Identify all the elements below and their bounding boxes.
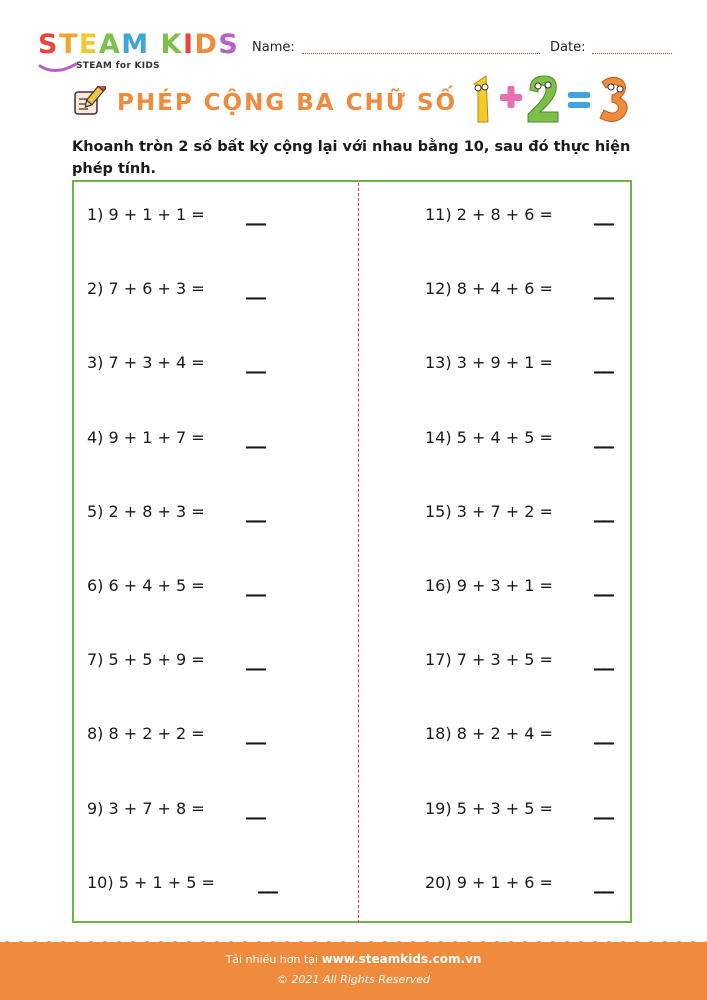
footer-download-line <box>0 952 707 966</box>
answer-blank[interactable]: __ <box>594 794 612 820</box>
problem-text: 19) 5 + 3 + 5 = <box>425 798 553 818</box>
problem-text: 3) 7 + 3 + 4 = <box>87 353 205 373</box>
problem-text: 12) 8 + 4 + 6 = <box>425 279 553 299</box>
steam-kids-logo <box>38 30 238 75</box>
logo-tagline: STEAM for KIDS <box>76 61 160 71</box>
logo-letter: S <box>38 29 58 60</box>
answer-blank[interactable]: __ <box>246 794 264 820</box>
answer-blank[interactable]: __ <box>594 423 612 449</box>
answer-blank[interactable]: __ <box>594 868 612 894</box>
logo-wordmark <box>38 30 238 60</box>
answer-blank[interactable]: __ <box>246 275 264 301</box>
logo-letter: T <box>58 29 78 60</box>
answer-blank[interactable]: __ <box>594 497 612 523</box>
problem-text: 10) 5 + 1 + 5 = <box>87 872 215 892</box>
problem-text: 14) 5 + 4 + 5 = <box>425 427 553 447</box>
problem-text: 9) 3 + 7 + 8 = <box>87 798 205 818</box>
logo-letter: A <box>98 29 121 60</box>
numbers-123-characters-icon <box>466 70 641 125</box>
problem-text: 4) 9 + 1 + 7 = <box>87 427 205 447</box>
problem-text: 17) 7 + 3 + 5 = <box>425 650 553 670</box>
problem-text: 8) 8 + 2 + 2 = <box>87 724 205 744</box>
footer-bar <box>0 942 707 1000</box>
problem-text: 5) 2 + 8 + 3 = <box>87 501 205 521</box>
answer-blank[interactable]: __ <box>246 572 264 597</box>
footer-copyright: © 2021 All Rights Reserved <box>276 973 430 986</box>
answer-blank[interactable]: __ <box>594 275 612 301</box>
answer-blank[interactable]: __ <box>246 349 264 375</box>
problem-text: 11) 2 + 8 + 6 = <box>425 205 553 224</box>
answer-blank[interactable]: __ <box>594 720 612 746</box>
date-label: Date: <box>550 40 586 55</box>
problem-text: 2) 7 + 6 + 3 = <box>87 279 205 299</box>
problem-text: 6) 6 + 4 + 5 = <box>87 576 205 595</box>
answer-blank[interactable]: __ <box>594 646 612 672</box>
problem-text: 16) 9 + 3 + 1 = <box>425 576 553 595</box>
name-field[interactable] <box>302 53 540 54</box>
answer-blank[interactable]: __ <box>246 423 264 449</box>
answer-blank[interactable]: __ <box>246 201 264 226</box>
logo-letter: D <box>194 29 218 60</box>
date-field[interactable] <box>592 53 672 54</box>
footer-download-text: Tải nhiều hơn tại <box>225 953 319 966</box>
logo-letter: K <box>160 29 182 60</box>
instruction-text: Khoanh tròn 2 số bất kỳ cộng lại với nhau bằng 10, sau đó thực hiện phép tính. <box>72 139 631 177</box>
name-label: Name: <box>252 40 295 55</box>
problem-text: 20) 9 + 1 + 6 = <box>425 872 553 892</box>
logo-letter <box>150 30 160 60</box>
logo-letter: S <box>218 29 239 60</box>
logo-swoosh-icon <box>38 62 78 76</box>
page-title: PHÉP CỘNG BA CHỮ SỐ <box>117 90 458 116</box>
logo-letter: I <box>182 29 194 60</box>
footer-website-link[interactable]: www.steamkids.com.vn <box>321 952 482 966</box>
logo-letter: E <box>78 29 98 60</box>
problem-text: 18) 8 + 2 + 4 = <box>425 724 553 744</box>
problem-text: 7) 5 + 5 + 9 = <box>87 650 205 670</box>
problem-text: 13) 3 + 9 + 1 = <box>425 353 553 373</box>
answer-blank[interactable]: __ <box>594 201 612 226</box>
column-divider <box>358 183 359 923</box>
answer-blank[interactable]: __ <box>594 572 612 597</box>
problem-text: 1) 9 + 1 + 1 = <box>87 205 205 224</box>
answer-blank[interactable]: __ <box>246 646 264 672</box>
answer-blank[interactable]: __ <box>246 720 264 746</box>
logo-letter: M <box>121 29 149 60</box>
answer-blank[interactable]: __ <box>246 497 264 523</box>
problem-text: 15) 3 + 7 + 2 = <box>425 501 553 521</box>
answer-blank[interactable]: __ <box>594 349 612 375</box>
answer-blank[interactable]: __ <box>258 868 276 894</box>
pencil-paper-icon <box>72 86 106 116</box>
